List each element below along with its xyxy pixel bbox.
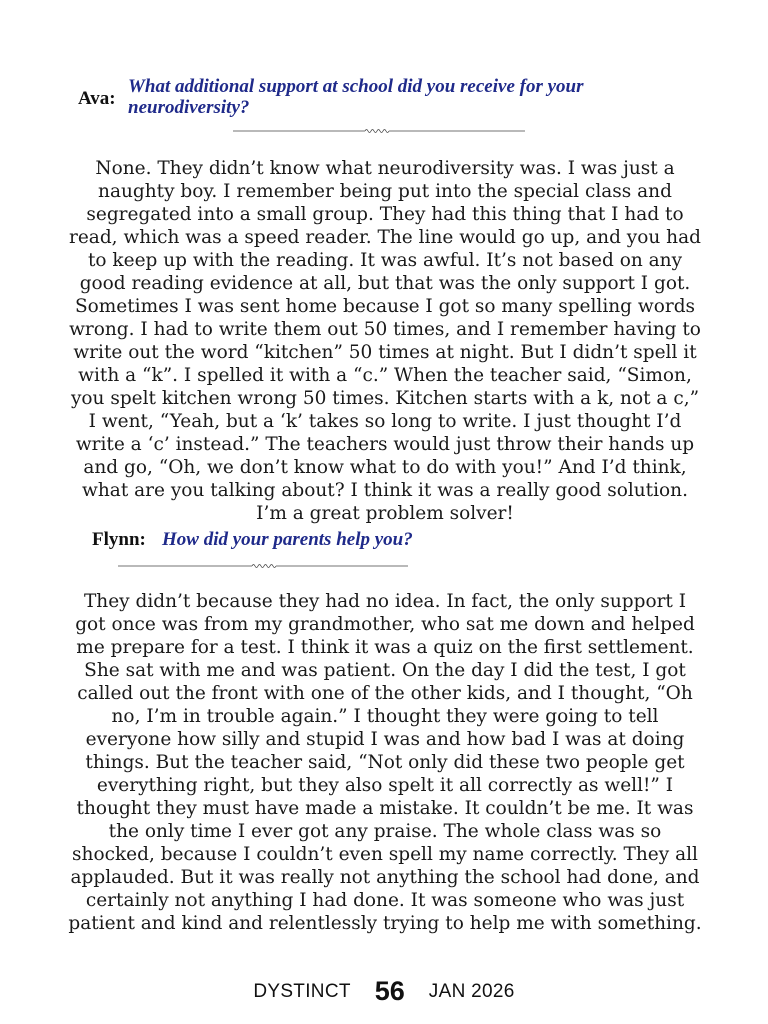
question-2-line-1: How did your parents help you? (162, 529, 413, 550)
speaker-label-ava: Ava: (78, 88, 116, 109)
question-heading-2 (162, 529, 562, 550)
speaker-label-flynn: Flynn: (92, 529, 146, 550)
issue-date: JAN 2026 (428, 980, 515, 1002)
question-heading-1 (128, 76, 688, 118)
answer-paragraph-1: None. They didn’t know what neurodiversity was. I was just a naughty boy. I remember being put into the special class and segregated into a small group. They had this thing that I had to read, which was a speed reader. The line would go up, and you had to keep up with the reading. It was awful. It’s not based on any good reading evidence at all, but that was the only support I got. Sometimes I was sent home because I got so many spelling words wrong. I had to write them out 50 times, and I remember having to write out the word “kitchen” 50 times at night. But I didn’t spell it with a “k”. I spelled it with a “c.” When the teacher said, “Simon, you spelt kitchen wrong 50 times. Kitchen starts with a k, not a c,” I went, “Yeah, but a ‘k’ takes so long to write. I just thought I’d write a ‘c’ instead.” The teachers would just throw their hands up and go, “Oh, we don’t know what to do with you!” And I’d think, what are you talking about? I think it was a really good solution. I’m a great problem solver! (69, 158, 701, 524)
question-1-line-1: What additional support at school did you receive for your (128, 76, 584, 97)
magazine-brand: DYSTINCT (253, 980, 351, 1002)
page-number: 56 (374, 976, 405, 1006)
page-footer (0, 976, 768, 1007)
answer-paragraph-2: They didn’t because they had no idea. In fact, the only support I got once was from my grandmother, who sat me down and helped me prepare for a test. I think it was a quiz on the first settlement. She sat with me and was patient. On the day I did the test, I got called out the front with one of the other kids, and I thought, “Oh no, I’m in trouble again.” I thought they were going to tell everyone how silly and stupid I was and how bad I was at doing things. But the teacher said, “Not only did these two people get everything right, but they also spelt it all correctly as well!” I thought they must have made a mistake. It couldn’t be me. It was the only time I ever got any praise. The whole class was so shocked, because I couldn’t even spell my name correctly. They all applauded. But it was really not anything the school had done, and certainly not anything I had done. It was someone who was just patient and kind and relentlessly trying to help me with something. (68, 591, 702, 934)
question-divider-2 (118, 561, 408, 571)
question-1-line-2: neurodiversity? (128, 97, 250, 118)
question-divider-1 (233, 126, 525, 136)
